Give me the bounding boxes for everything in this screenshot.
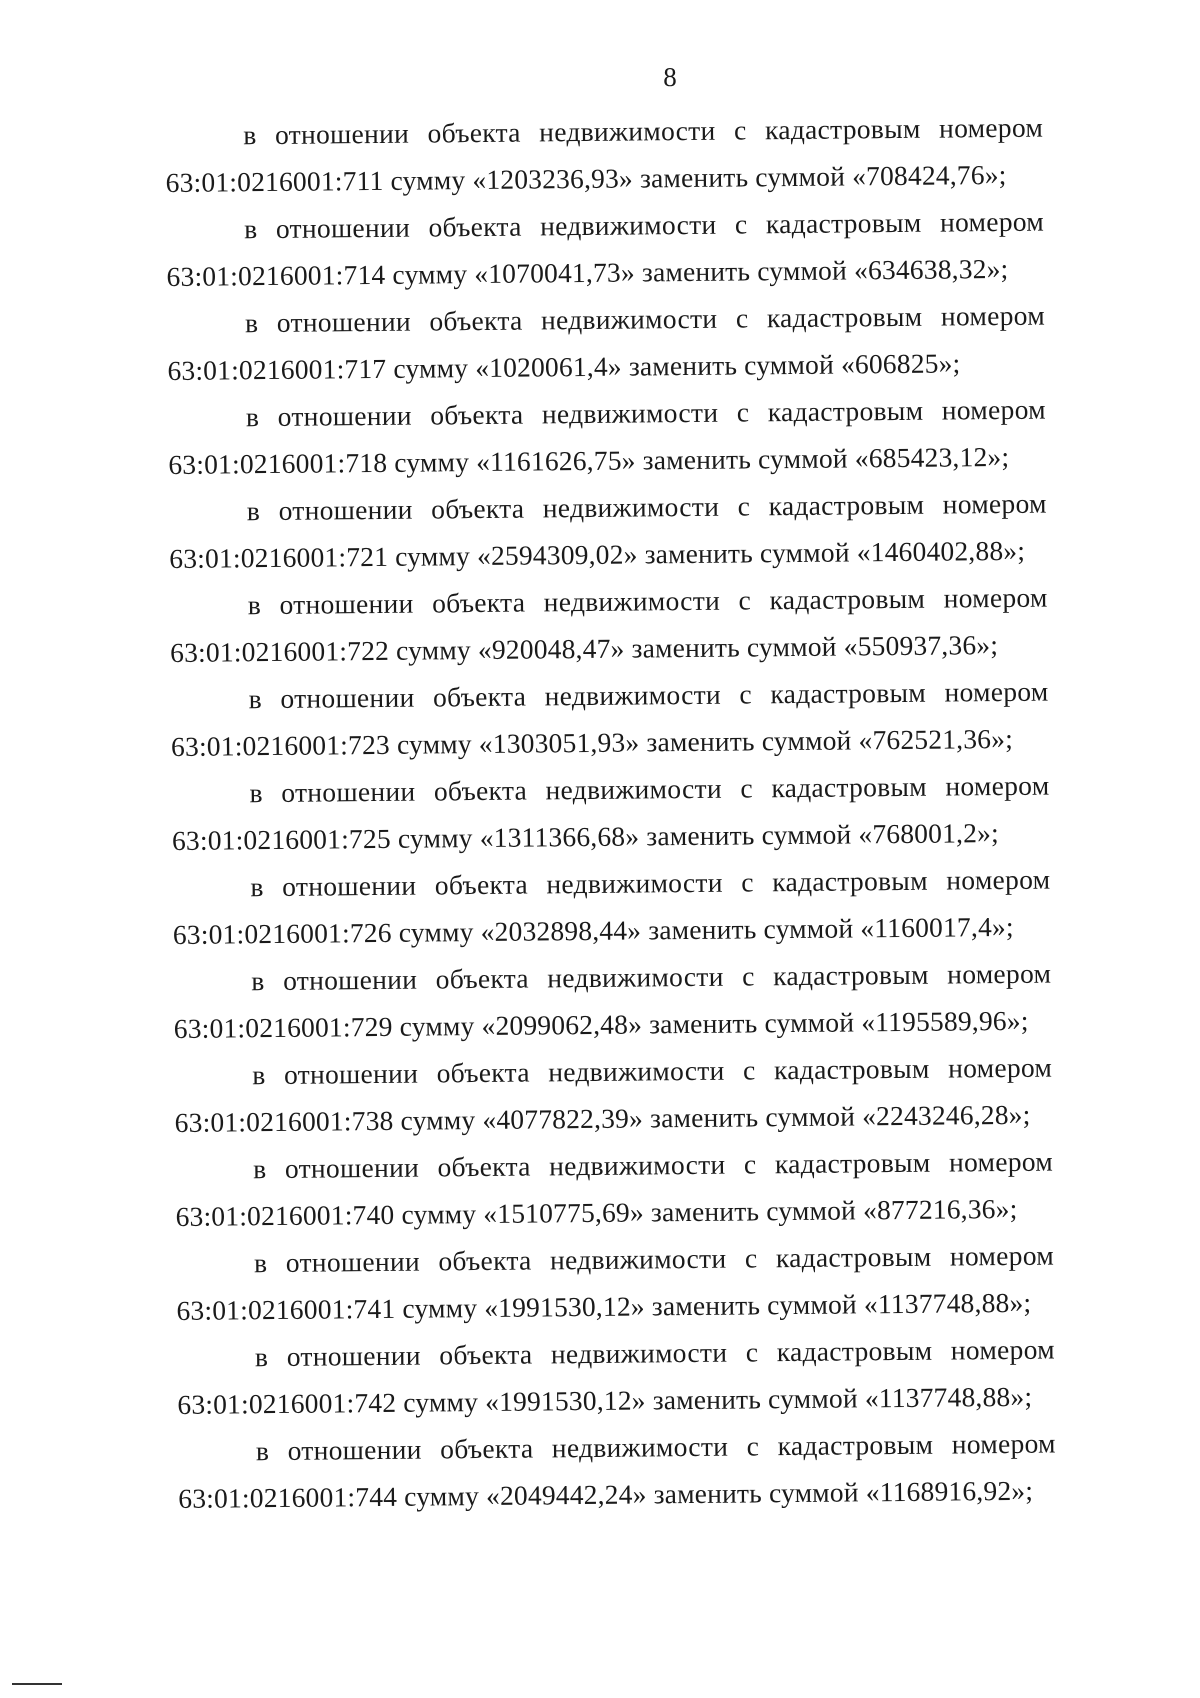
entry-lead-word: в [253,1247,268,1279]
entry-lead-line [170,574,1048,629]
entry-lead-word: кадастровым [774,1146,931,1180]
entry-lead-word: объекта [436,1056,530,1089]
entry-text-line: 63:01:0216001:714 сумму «1070041,73» заменить суммой «634638,32»; [166,252,1009,292]
entry-lead-line [167,292,1045,347]
entry-lead-word: отношении [279,587,414,620]
entry-lead-word: объекта [433,774,528,807]
entry-lead-word: с [741,866,754,898]
entry-lead-word: объекта [431,492,525,525]
entry-lead-word: отношении [281,775,416,808]
entry-lead-word: с [744,1242,758,1274]
entry-lead-word: кадастровым [777,1428,934,1462]
entry-lead-word: кадастровым [765,206,922,240]
entry-text-line: 63:01:0216001:744 сумму «2049442,24» заменить суммой «1168916,92»; [178,1474,1034,1514]
amendment-entry [174,1044,1053,1146]
entry-lead-word: с [734,208,748,240]
entry-lead-word: номером [946,863,1051,896]
entry-lead-word: в [248,683,263,715]
entry-lead-line [166,198,1044,253]
entry-lead-word: номером [944,675,1049,708]
entry-lead-word: объекта [438,1244,532,1277]
amendment-entry [167,292,1046,394]
entry-lead-word: с [745,1336,759,1368]
entry-lead-word: недвижимости [548,1148,726,1182]
entry-text-line: 63:01:0216001:741 сумму «1991530,12» заменить суммой «1137748,88»; [176,1286,1032,1326]
entry-lead-word: недвижимости [542,490,720,524]
amendment-entry [173,950,1052,1052]
entry-lead-word: с [742,960,755,992]
entry-lead-word: номером [947,957,1052,990]
entry-lead-word: номером [945,769,1050,802]
entry-lead-word: номером [951,1427,1056,1460]
entry-lead-word: отношении [280,681,415,714]
entry-lead-word: недвижимости [545,772,723,806]
entry-lead-word: в [250,871,264,903]
entry-lead-word: объекта [432,680,527,713]
entry-lead-word: номером [948,1145,1054,1178]
entry-lead-word: с [736,396,750,428]
entry-lead-word: в [254,1341,269,1373]
entry-lead-word: недвижимости [551,1430,729,1464]
entry-lead-word: отношении [284,1151,420,1184]
entry-lead-line [172,856,1050,911]
entry-lead-word: отношении [277,399,412,432]
entry-lead-word: недвижимости [539,208,717,242]
amendment-entry [169,480,1048,582]
entry-text-line: 63:01:0216001:722 сумму «920048,47» заменить суммой «550937,36»; [170,629,999,668]
entry-text-line: 63:01:0216001:740 сумму «1510775,69» заменить суммой «877216,36»; [175,1192,1018,1232]
amendment-entry [172,856,1051,958]
entry-lead-word: кадастровым [776,1334,933,1368]
entry-lead-word: в [249,777,263,809]
entry-lead-word: кадастровым [773,958,929,992]
entry-lead-word: объекта [435,962,529,995]
entry-lead-line [178,1420,1056,1475]
entry-lead-word: объекта [427,116,521,149]
entry-lead-word: в [243,213,258,245]
entry-lead-word: объекта [430,398,524,431]
entry-lead-word: в [252,1153,267,1185]
entry-lead-word: кадастровым [767,394,924,428]
entry-lead-word: недвижимости [547,960,724,994]
entry-lead-word: недвижимости [541,396,719,430]
entry-text-line: 63:01:0216001:726 сумму «2032898,44» заменить суммой «1160017,4»; [172,910,1014,950]
entry-lead-word: в [255,1435,270,1467]
entry-lead-word: с [739,678,753,710]
entry-lead-word: кадастровым [769,582,926,616]
entry-lead-word: кадастровым [766,300,923,334]
entry-lead-word: недвижимости [544,678,722,712]
entry-lead-word: отношении [274,117,410,150]
entry-lead-word: в [244,307,259,339]
entry-lead-word: отношении [287,1433,422,1466]
entry-lead-word: объекта [440,1432,534,1465]
entry-lead-word: номером [947,1051,1053,1084]
entry-lead-word: объекта [431,586,526,619]
entry-lead-word: объекта [437,1150,531,1183]
entry-lead-word: кадастровым [764,112,921,146]
entry-lead-line [169,480,1047,535]
entry-lead-line [171,762,1049,817]
entry-lead-word: номером [942,487,1047,520]
scan-edge-mark [12,1683,62,1685]
entry-lead-word: недвижимости [549,1242,727,1276]
entry-text-line: 63:01:0216001:718 сумму «1161626,75» заменить суммой «685423,12»; [168,440,1010,480]
entry-lead-word: кадастровым [775,1240,932,1274]
amendment-entry [178,1420,1057,1522]
entry-lead-word: с [743,1148,757,1180]
entry-lead-line [170,668,1048,723]
entry-lead-word: с [738,584,752,616]
entry-lead-word: в [252,1059,266,1091]
entry-lead-word: с [746,1430,760,1462]
entry-text-line: 63:01:0216001:738 сумму «4077822,39» заменить суммой «2243246,28»; [174,1098,1031,1138]
entry-lead-word: отношении [278,493,413,526]
entry-lead-word: отношении [276,305,412,338]
entry-lead-line [175,1138,1053,1193]
entry-lead-word: с [733,114,747,146]
entry-text-line: 63:01:0216001:711 сумму «1203236,93» заменить суммой «708424,76»; [165,158,1007,198]
entry-lead-line [173,950,1051,1005]
entry-lead-word: в [243,119,257,151]
entry-lead-word: кадастровым [770,676,927,710]
entry-lead-word: номером [950,1333,1056,1366]
entry-lead-line [177,1326,1055,1381]
entry-lead-word: номером [939,205,1045,238]
entry-lead-word: отношении [275,211,411,244]
entry-lead-line [174,1044,1052,1099]
entry-lead-word: недвижимости [546,866,723,900]
entry-lead-word: номером [940,299,1046,332]
amendment-entry [165,104,1044,206]
entry-lead-word: недвижимости [540,302,718,336]
entry-lead-word: недвижимости [550,1336,728,1370]
entry-lead-word: кадастровым [771,770,928,804]
entry-lead-line [168,386,1046,441]
entry-text-line: 63:01:0216001:729 сумму «2099062,48» заменить суммой «1195589,96»; [173,1004,1029,1044]
amendment-entry [171,762,1050,864]
amendment-entry [170,574,1049,676]
entry-lead-word: отношении [282,869,417,902]
entry-lead-word: недвижимости [543,584,721,618]
entry-lead-word: недвижимости [539,114,716,148]
entry-lead-word: в [251,965,265,997]
document-body [165,104,1056,1522]
entry-lead-word: номером [938,111,1044,144]
entry-text-line: 63:01:0216001:742 сумму «1991530,12» заменить суммой «1137748,88»; [177,1380,1033,1420]
amendment-entry [175,1138,1054,1240]
page-number: 8 [663,62,677,92]
amendment-entry [170,668,1049,770]
entry-lead-word: объекта [434,868,529,901]
entry-lead-word: объекта [439,1338,533,1371]
entry-lead-word: кадастровым [768,488,925,522]
entry-lead-word: в [246,495,261,527]
entry-lead-word: отношении [282,963,418,996]
entry-lead-word: недвижимости [548,1054,725,1088]
entry-lead-word: номером [949,1239,1055,1272]
entry-lead-word: в [247,589,262,621]
amendment-entry [177,1326,1056,1428]
entry-lead-word: номером [943,581,1048,614]
entry-lead-word: номером [941,393,1046,426]
entry-lead-word: объекта [429,304,523,337]
amendment-entry [166,198,1045,300]
entry-lead-word: отношении [286,1339,421,1372]
amendment-entry [176,1232,1055,1334]
entry-lead-word: кадастровым [773,1052,930,1086]
entry-lead-word: с [740,772,754,804]
entry-lead-line [165,104,1043,159]
entry-lead-word: с [737,490,751,522]
entry-lead-word: с [735,302,749,334]
entry-lead-line [176,1232,1054,1287]
entry-lead-word: объекта [428,210,522,243]
entry-text-line: 63:01:0216001:721 сумму «2594309,02» заменить суммой «1460402,88»; [169,534,1026,574]
amendment-entry [168,386,1047,488]
entry-lead-word: отношении [283,1057,419,1090]
entry-lead-word: в [245,401,260,433]
entry-lead-word: с [742,1054,756,1086]
entry-lead-word: отношении [285,1245,421,1278]
entry-text-line: 63:01:0216001:723 сумму «1303051,93» заменить суммой «762521,36»; [170,722,1014,762]
entry-text-line: 63:01:0216001:725 сумму «1311366,68» заменить суммой «768001,2»; [171,817,1000,856]
entry-lead-word: кадастровым [772,864,928,898]
entry-text-line: 63:01:0216001:717 сумму «1020061,4» заменить суммой «606825»; [167,347,961,386]
